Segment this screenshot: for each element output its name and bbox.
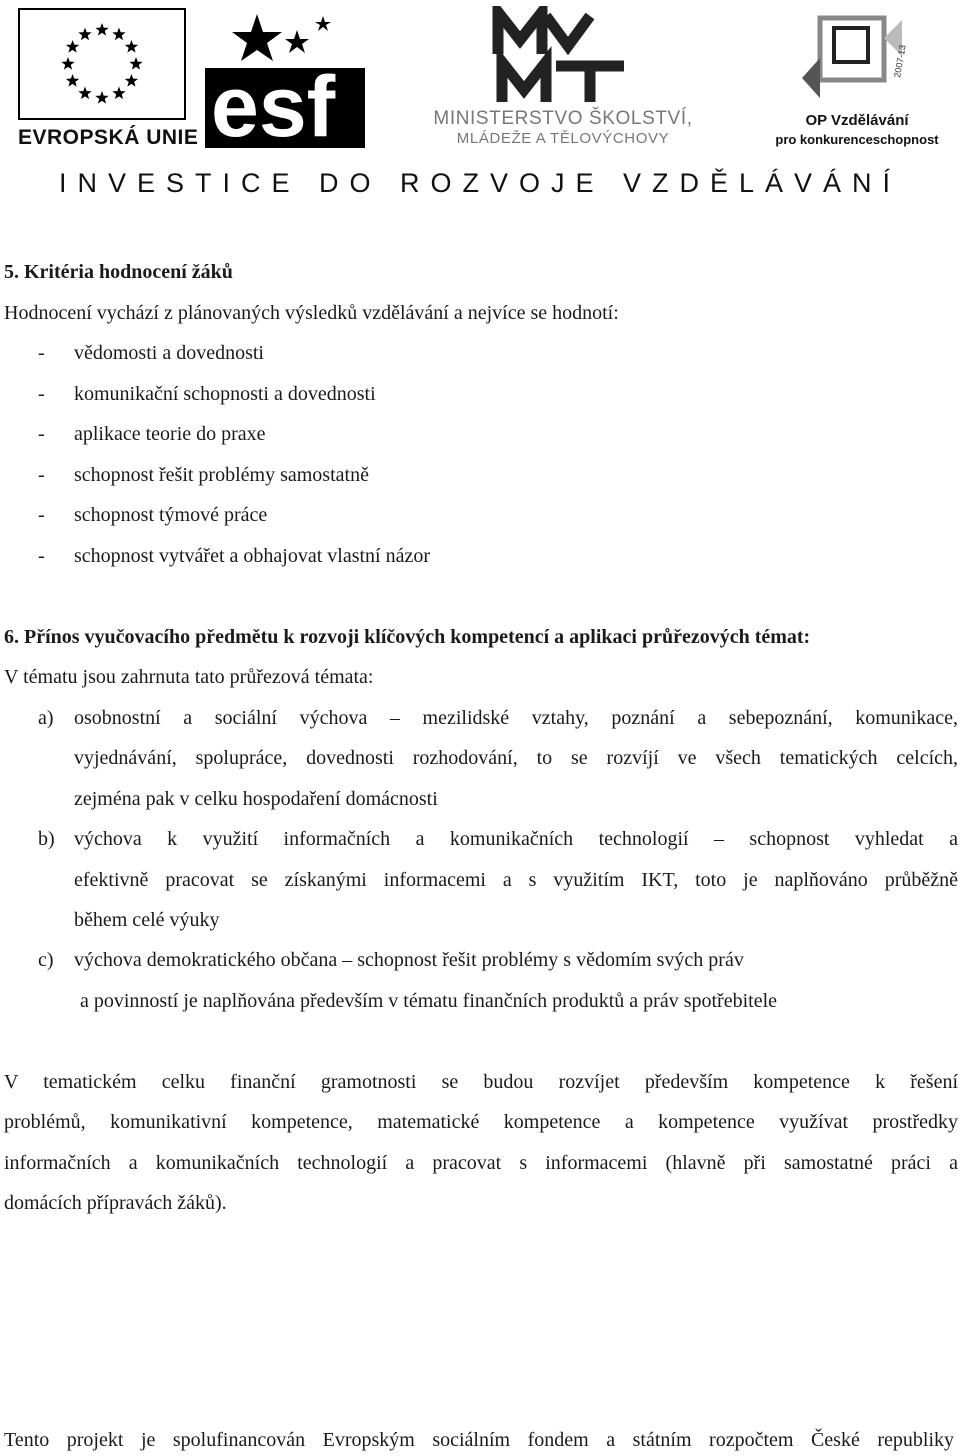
list-bullet: - [38, 342, 45, 364]
msmt-emblem-icon [418, 6, 708, 106]
op-name-line2: pro konkurenceschopnost [775, 132, 939, 147]
section5-intro: Hodnocení vychází z plánovaných výsledků vzdělávání a nejvíce se hodnotí: [4, 302, 619, 324]
list-item: schopnost vytvářet a obhajovat vlastní názor [74, 545, 431, 567]
eu-star-icon [78, 86, 91, 99]
eu-caption: EVROPSKÁ UNIE [18, 126, 199, 149]
topic-line: výchova k využití informačních a komunikačních technologií – schopnost vyhledat a [74, 828, 958, 850]
topic-line: a povinností je naplňována především v tématu finančních produktů a práv spotřebitele [80, 990, 778, 1012]
msmt-name-line2: MLÁDEŽE A TĚLOVÝCHOVY [456, 130, 670, 147]
topic-line: efektivně pracovat se získanými informacemi a s využitím IKT, toto je naplňováno průběžně [74, 869, 958, 891]
eu-star-icon [66, 74, 79, 87]
eu-star-icon [66, 40, 79, 53]
paragraph-line: informačních a komunikačních technologií a pracovat s informacemi (hlavně při samostatné práci a [4, 1152, 958, 1174]
topic-line: zejména pak v celku hospodaření domácnosti [74, 788, 438, 810]
topic-marker: c) [38, 949, 54, 971]
list-item: schopnost řešit problémy samostatně [74, 464, 369, 486]
list-item: komunikační schopnosti a dovednosti [74, 383, 376, 405]
paragraph-line: problémů, komunikativní kompetence, matematické kompetence a kompetence využívat prostředky [4, 1111, 958, 1133]
list-item: vědomosti a dovednosti [74, 342, 264, 364]
msmt-logo [418, 6, 708, 146]
list-bullet: - [38, 383, 45, 405]
op-year: 2007-13 [892, 44, 908, 79]
section6-heading: 6. Přínos vyučovacího předmětu k rozvoji klíčových kompetencí a aplikaci průřezových témat: [4, 626, 811, 648]
eu-star-icon [125, 40, 138, 53]
eu-star-icon [78, 28, 91, 41]
eu-flag-icon [18, 8, 186, 120]
op-name-line1: OP Vzdělávání [805, 112, 909, 129]
eu-star-icon [95, 23, 108, 36]
topic-line: osobnostní a sociální výchova – mezilidské vztahy, poznání a sebepoznání, komunikace, [74, 707, 958, 729]
section6-intro: V tématu jsou zahrnuta tato průřezová témata: [4, 666, 374, 688]
list-bullet: - [38, 504, 45, 526]
paragraph-line: domácích přípravách žáků). [4, 1192, 227, 1214]
list-bullet: - [38, 545, 45, 567]
topic-marker: a) [38, 707, 54, 729]
list-bullet: - [38, 464, 45, 486]
paragraph-line: V tematickém celku finanční gramotnosti se budou rozvíjet především kompetence k řešení [4, 1071, 958, 1093]
section5-heading: 5. Kritéria hodnocení žáků [4, 261, 233, 283]
esf-logo [205, 8, 365, 148]
topic-line: výchova demokratického občana – schopnost řešit problémy s vědomím svých práv [74, 949, 744, 971]
footer-note: Tento projekt je spolufinancován Evropským sociálním fondem a státním rozpočtem České republiky [4, 1429, 954, 1451]
eu-star-icon [112, 86, 125, 99]
list-bullet: - [38, 423, 45, 445]
msmt-name-line1: MINISTERSTVO ŠKOLSTVÍ, [433, 108, 693, 129]
eu-star-icon [95, 91, 108, 104]
eu-star-icon [112, 28, 125, 41]
topic-marker: b) [38, 828, 55, 850]
op-logo [762, 8, 952, 148]
list-item: aplikace teorie do praxe [74, 423, 266, 445]
topic-line: během celé výuky [74, 909, 220, 931]
esf-star-icon [232, 14, 282, 61]
esf-wordmark: esf [211, 59, 336, 148]
eu-star-icon [61, 57, 74, 70]
eu-star-icon [125, 74, 138, 87]
eu-star-icon [129, 57, 142, 70]
list-item: schopnost týmové práce [74, 504, 268, 526]
op-emblem-icon [762, 8, 952, 108]
slogan: INVESTICE DO ROZVOJE VZDĚLÁVÁNÍ [58, 168, 902, 198]
eu-logo [18, 8, 199, 149]
topic-line: vyjednávání, spolupráce, dovednosti rozhodování, to se rozvíjí ve všech tematických celcích, [74, 747, 958, 769]
